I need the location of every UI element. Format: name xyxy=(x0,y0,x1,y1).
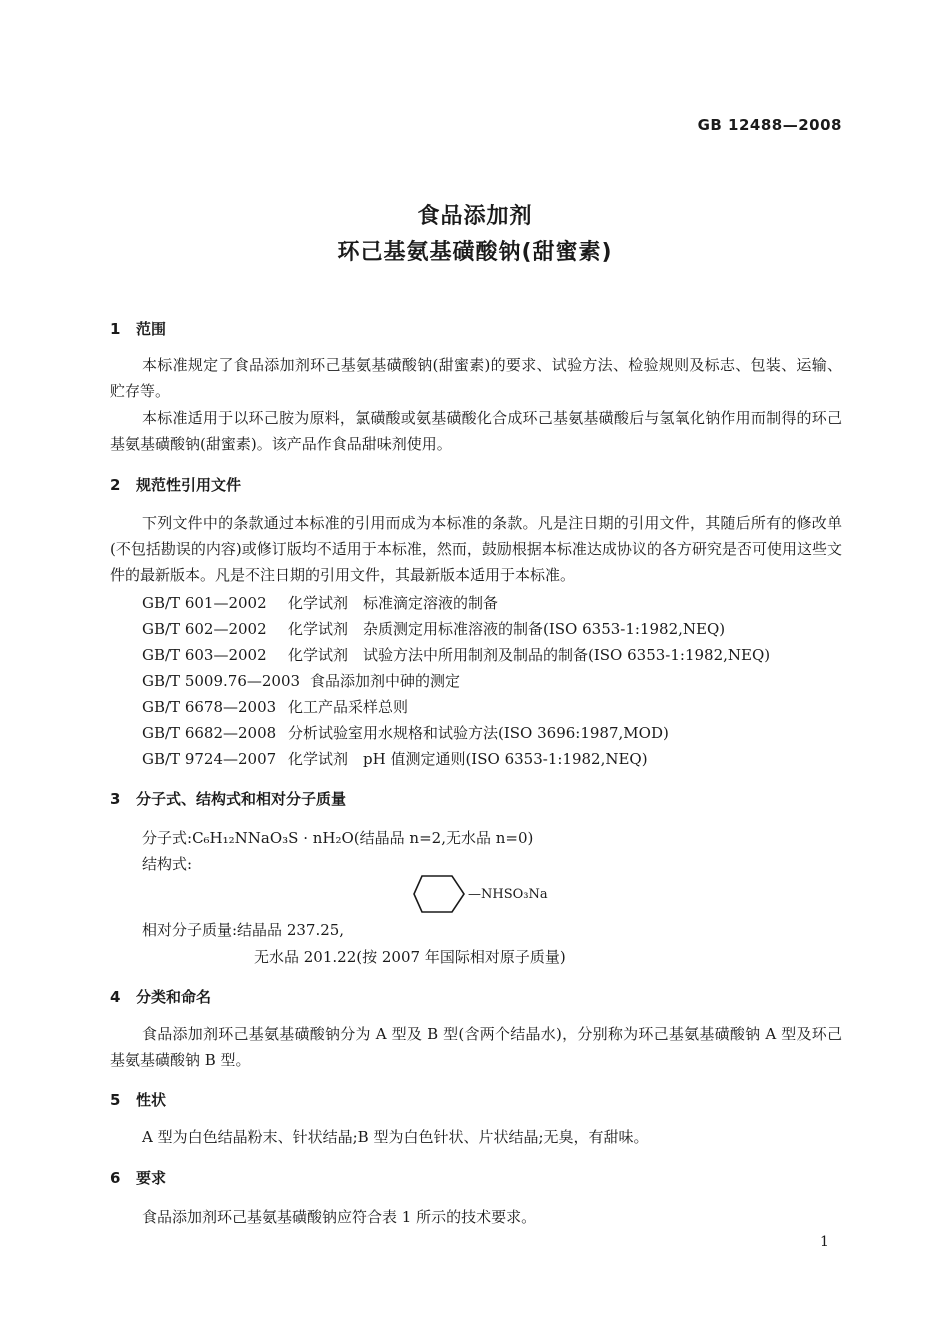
section-title: 分类和命名 xyxy=(136,988,212,1006)
section-number: 2 xyxy=(110,476,121,494)
section-title: 范围 xyxy=(136,320,167,338)
structural-formula-label: 结构式: xyxy=(142,855,193,873)
normative-reference xyxy=(142,670,460,691)
section-number: 4 xyxy=(110,988,121,1006)
reference-title: 化学试剂 杂质测定用标准溶液的制备(ISO 6353-1:1982,NEQ) xyxy=(288,620,726,638)
reference-title: 化学试剂 pH 值测定通则(ISO 6353-1:1982,NEQ) xyxy=(288,750,648,768)
reference-title: 化工产品采样总则 xyxy=(288,698,409,716)
molecular-mass-anhydrous: 无水品 201.22(按 2007 年国际相对原子质量) xyxy=(254,948,566,966)
section-6-heading xyxy=(110,1167,166,1188)
document-title-line2: 环己基氨基磺酸钠(甜蜜素) xyxy=(337,240,613,265)
cyclohexane-ring-structure xyxy=(412,874,470,914)
section-title: 分子式、结构式和相对分子质量 xyxy=(136,790,347,808)
section-4-heading xyxy=(110,986,211,1007)
section-number: 6 xyxy=(110,1169,121,1187)
normative-reference xyxy=(142,696,408,717)
standard-number: GB 12488—2008 xyxy=(697,116,842,134)
section-5-paragraph-1: A 型为白色结晶粉末、针状结晶;B 型为白色针状、片状结晶;无臭，有甜味。 xyxy=(142,1128,649,1146)
reference-code: GB/T 603—2002 xyxy=(142,646,267,664)
formula-value: C₆H₁₂NNaO₃S · nH₂O(结晶品 n=2,无水品 n=0) xyxy=(192,829,534,847)
reference-title: 化学试剂 试验方法中所用制剂及制品的制备(ISO 6353-1:1982,NEQ) xyxy=(288,646,771,664)
normative-reference xyxy=(142,592,498,613)
reference-code: GB/T 601—2002 xyxy=(142,594,267,612)
page-number: 1 xyxy=(820,1234,829,1250)
reference-title: 分析试验室用水规格和试验方法(ISO 3696:1987,MOD) xyxy=(288,724,669,742)
reference-title: 化学试剂 标准滴定溶液的制备 xyxy=(288,594,499,612)
section-5-heading xyxy=(110,1089,166,1110)
reference-code: GB/T 9724—2007 xyxy=(142,750,277,768)
molecular-mass-crystal: 相对分子质量:结晶品 237.25, xyxy=(142,921,345,939)
normative-reference xyxy=(142,618,725,639)
section-3-heading xyxy=(110,788,346,809)
section-2-heading xyxy=(110,474,241,495)
reference-title: 食品添加剂中砷的测定 xyxy=(310,672,461,690)
section-1-paragraph-1: 本标准规定了食品添加剂环己基氨基磺酸钠(甜蜜素)的要求、试验方法、检验规则及标志、包装、运输、贮存等。 xyxy=(110,356,842,400)
section-4-paragraph-1: 食品添加剂环己基氨基磺酸钠分为 A 型及 B 型(含两个结晶水)，分别称为环己基氨基磺酸钠 A 型及环己基氨基磺酸钠 B 型。 xyxy=(110,1025,842,1069)
section-title: 规范性引用文件 xyxy=(136,476,242,494)
normative-reference xyxy=(142,644,770,665)
section-2-paragraph-1: 下列文件中的条款通过本标准的引用而成为本标准的条款。凡是注日期的引用文件，其随后所有的修改单(不包括勘误的内容)或修订版均不适用于本标准，然而，鼓励根据本标准达成协议的各方研究是否可使用这些文件的最新版本。凡是不注日期的引用文件，其最新版本适用于本标准。 xyxy=(110,514,842,584)
section-number: 5 xyxy=(110,1091,121,1109)
reference-code: GB/T 5009.76—2003 xyxy=(142,672,301,690)
normative-reference xyxy=(142,722,669,743)
section-title: 性状 xyxy=(136,1091,167,1109)
sulfamate-group-label: —NHSO₃Na xyxy=(468,887,548,902)
section-number: 3 xyxy=(110,790,121,808)
document-title-line1: 食品添加剂 xyxy=(417,204,533,229)
section-title: 要求 xyxy=(136,1169,167,1187)
formula-label: 分子式: xyxy=(142,829,193,847)
molecular-formula xyxy=(142,827,533,848)
section-1-paragraph-2: 本标准适用于以环己胺为原料，氯磺酸或氨基磺酸化合成环己基氨基磺酸后与氢氧化钠作用而制得的环己基氨基磺酸钠(甜蜜素)。该产品作食品甜味剂使用。 xyxy=(110,409,842,453)
reference-code: GB/T 6678—2003 xyxy=(142,698,277,716)
section-6-paragraph-1: 食品添加剂环己基氨基磺酸钠应符合表 1 所示的技术要求。 xyxy=(142,1208,537,1226)
normative-reference xyxy=(142,748,648,769)
section-number: 1 xyxy=(110,320,121,338)
reference-code: GB/T 6682—2008 xyxy=(142,724,277,742)
section-1-heading xyxy=(110,318,166,339)
reference-code: GB/T 602—2002 xyxy=(142,620,267,638)
